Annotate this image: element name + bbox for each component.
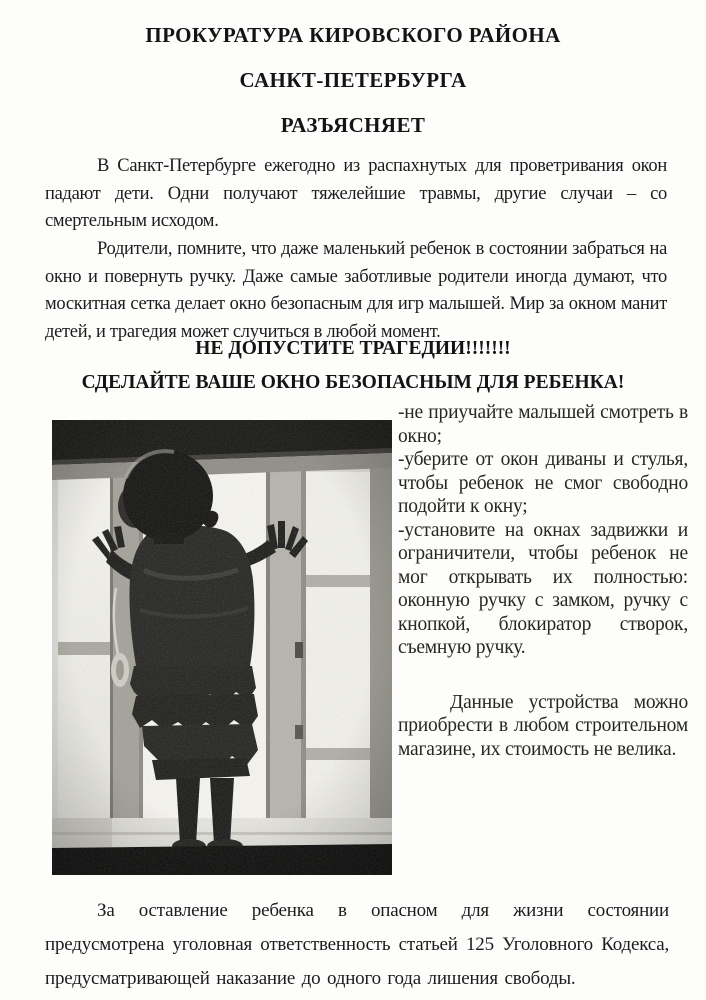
tip-item-3: -установите на окнах задвижки и ограничители, чтобы ребенок не мог открывать их полностью: оконную ручку с замком, ручку с кнопкой, блокиратор створок, съемную ручку. <box>398 519 688 658</box>
paragraph-parents-reminder: Родители, помните, что даже маленький ребенок в состоянии забраться на окно и повернуть ручку. Даже самые заботливые родители иногда думают, что москитная сетка делает окно безопасным для игр малышей. Мир за окном манит детей, и трагедия может случиться в любой момент. <box>45 239 667 342</box>
tip-note: Данные устройства можно приобрести в любом строительном магазине, их стоимость не велика. <box>398 691 688 760</box>
paragraph-intro: В Санкт-Петербурге ежегодно из распахнутых для проветривания окон падают дети. Одни получают тяжелейшие травмы, другие случаи – со смертельным исходом. <box>45 156 667 231</box>
child-standing-at-window-photo <box>52 420 392 875</box>
safety-tips-column <box>398 401 688 761</box>
title-line-1: ПРОКУРАТУРА КИРОВСКОГО РАЙОНА <box>145 23 561 47</box>
title-line-2: САНКТ-ПЕТЕРБУРГА <box>239 68 467 92</box>
document-header <box>0 24 706 159</box>
warning-heading-make-window-safe: СДЕЛАЙТЕ ВАШЕ ОКНО БЕЗОПАСНЫМ ДЛЯ РЕБЕНКА! <box>81 372 625 393</box>
tip-item-1: -не приучайте малышей смотреть в окно; <box>398 402 688 447</box>
title-line-3: РАЗЪЯСНЯЕТ <box>280 113 426 137</box>
tip-item-2: -уберите от окон диваны и стулья, чтобы ребенок не смог свободно подойти к окну; <box>398 449 688 517</box>
warning-heading-tragedy: НЕ ДОПУСТИТЕ ТРАГЕДИИ!!!!!!! <box>195 338 511 359</box>
paragraph-legal-liability: За оставление ребенка в опасном для жизни состоянии предусмотрена уголовная ответственность статьей 125 Уголовного Кодекса, предусматривающей наказание до одного года лишения свободы. <box>45 900 669 989</box>
